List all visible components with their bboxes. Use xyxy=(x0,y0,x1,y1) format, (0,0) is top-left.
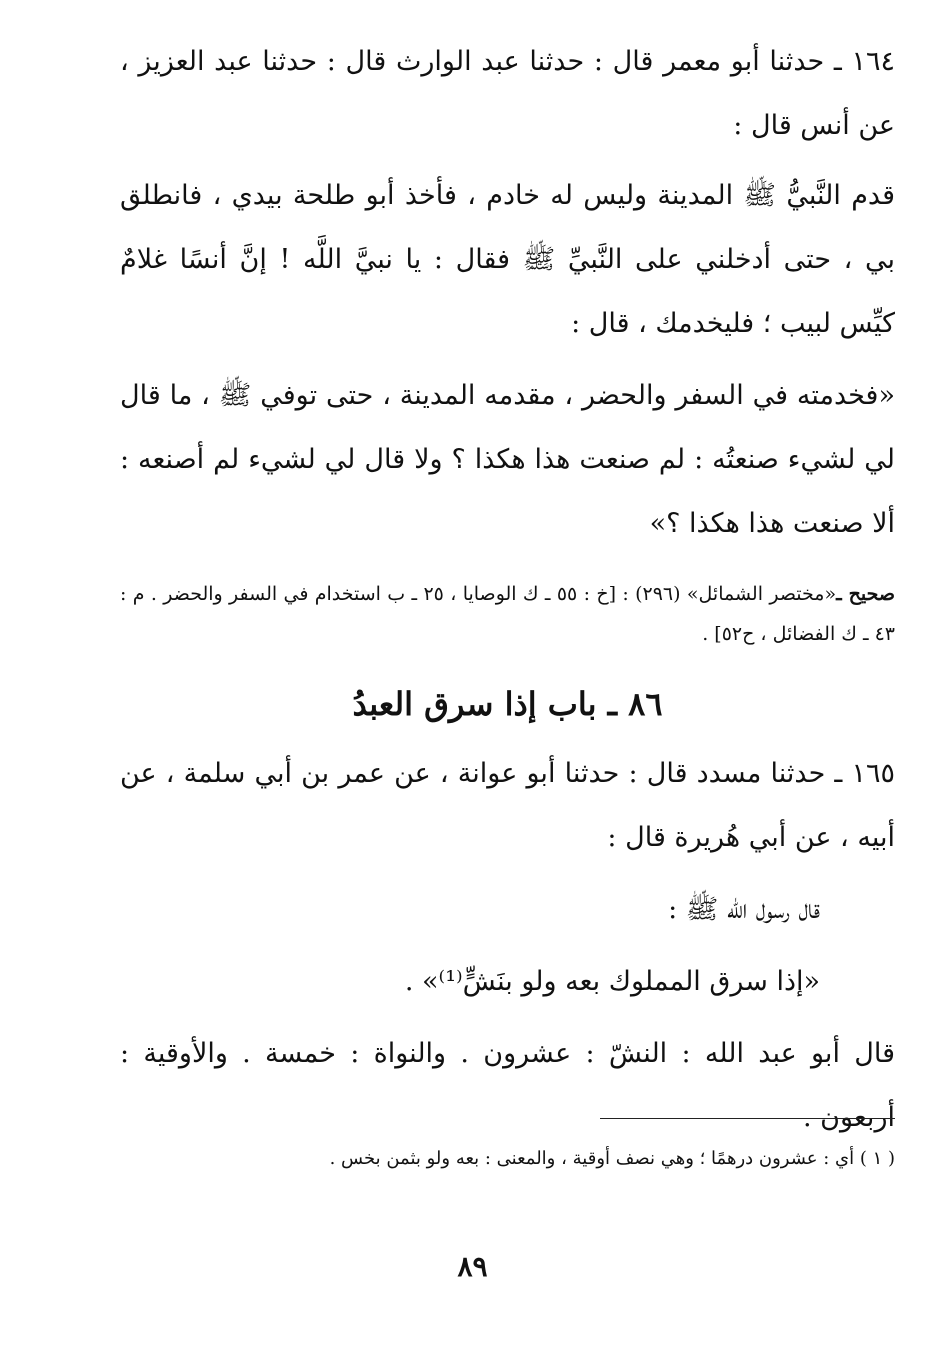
page-number: ٨٩ xyxy=(457,1250,488,1283)
hadith-165-isnad: ١٦٥ ـ حدثنا مسدد قال : حدثنا أبو عوانة ، عن عمر بن أبي سلمة ، عن أبيه ، عن أبي هُريرة قال : xyxy=(120,758,895,853)
chapter-heading: ٨٦ ـ باب إذا سرق العبدُ xyxy=(352,685,663,723)
footnote: ( ١ ) أي : عشرون درهمًا ؛ وهي نصف أوقية ، والمعنى : بعه ولو بثمن بخس . xyxy=(329,1148,895,1169)
hadith-165-commentary: قال أبو عبد الله : النشّ : عشرون . والنواة : خمسة . والأوقية : أربعون . xyxy=(120,1038,895,1133)
hadith-164-text-1: قدم النَّبيُّ ﷺ المدينة وليس له خادم ، فأخذ أبو طلحة بيدي ، فانطلق بي ، حتى أدخلني على النَّبيِّ ﷺ فقال : يا نبيَّ اللَّه ! إنَّ أنسًا غلامٌ كيِّس لبيب ؛ فليخدمك ، قال : xyxy=(120,180,895,339)
hadith-164-isnad: ١٦٤ ـ حدثنا أبو معمر قال : حدثنا عبد الوارث قال : حدثنا عبد العزيز ، عن أنس قال : xyxy=(120,46,895,141)
page-body xyxy=(120,30,895,1158)
hadith-164-reference: «مختصر الشمائل» (٢٩٦) : [خ : ٥٥ ـ ك الوصايا ، ٢٥ ـ ب استخدام في السفر والحضر . م : ٤٣ ـ ك الفضائل ، ح٥٢] . xyxy=(120,583,895,645)
hadith-165-text: «إذا سرق المملوك بعه ولو بنَشٍّ⁽¹⁾» . xyxy=(404,966,820,997)
footnote-divider xyxy=(600,1118,895,1119)
hadith-164-source xyxy=(120,574,895,654)
hadith-164-grade: صحيح ـ xyxy=(836,583,895,605)
hadith-164-text-2: «فخدمته في السفر والحضر ، مقدمه المدينة ، حتى توفي ﷺ ، ما قال لي لشيء صنعتُه : لم صنعت هذا هكذا ؟ ولا قال لي لشيء لم أصنعه : ألا صنعت هذا هكذا ؟» xyxy=(120,380,895,539)
hadith-165-intro: قال رسول الله ﷺ : xyxy=(668,894,820,925)
